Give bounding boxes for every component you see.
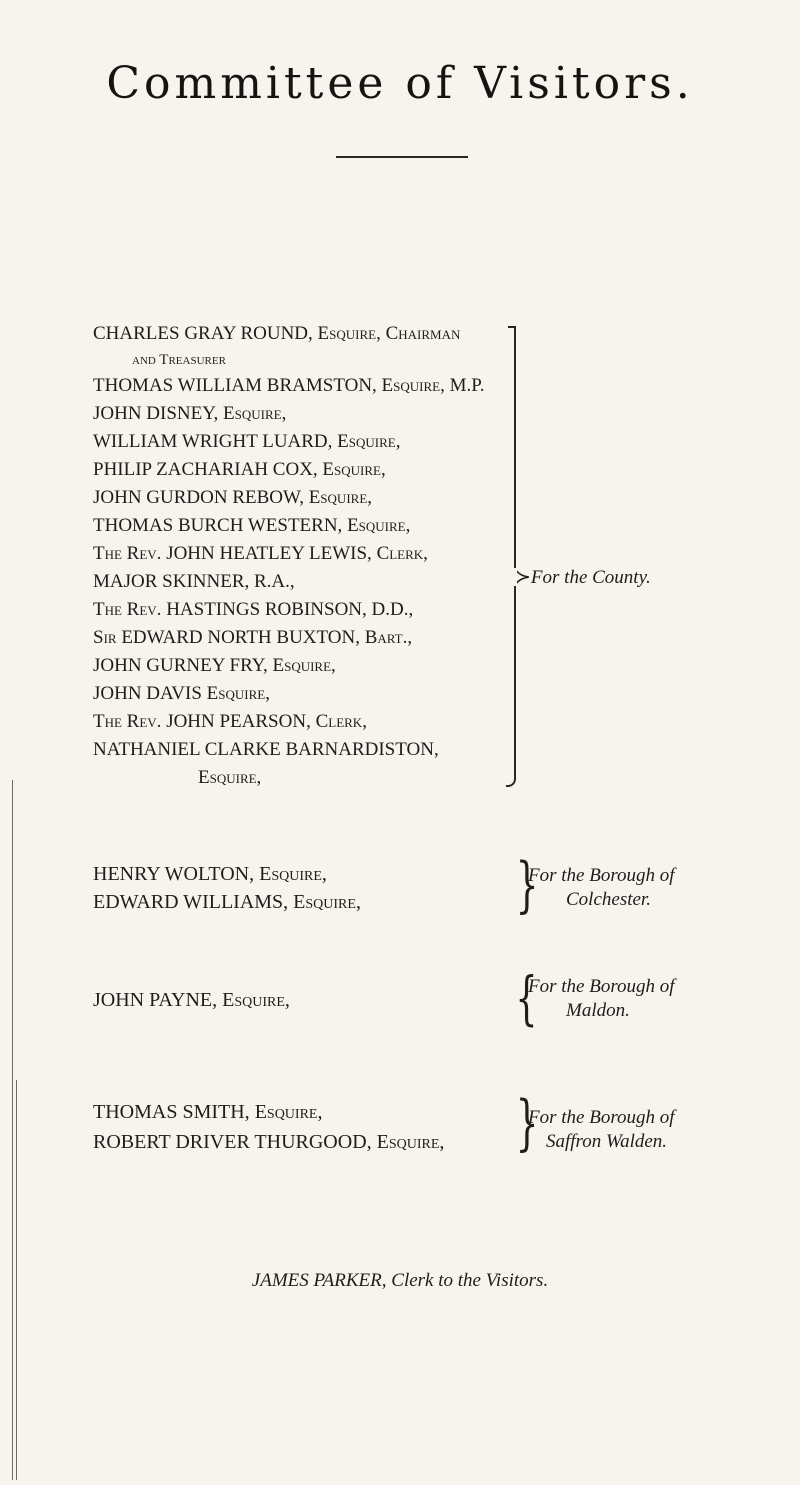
title-rule [336,156,468,158]
member-line: The Rev. JOHN PEARSON, Clerk, [93,711,367,732]
county-bracket-upper [508,326,516,568]
colchester-label-2: Colchester. [566,889,651,910]
member-line: NATHANIEL CLARKE BARNARDISTON, [93,739,439,760]
member-line: PHILIP ZACHARIAH COX, Esquire, [93,459,386,480]
member-line: THOMAS BURCH WESTERN, Esquire, [93,515,411,536]
colchester-brace: } [515,850,539,920]
maldon-brace: { [515,964,538,1032]
member-line: THOMAS SMITH, Esquire, [93,1101,323,1123]
clerk-line: JAMES PARKER, Clerk to the Visitors. [251,1270,549,1291]
colchester-label-1: For the Borough of [528,865,675,886]
county-label: ≻For the County. [515,567,651,588]
member-line: JOHN PAYNE, Esquire, [93,989,290,1011]
member-line: CHARLES GRAY ROUND, Esquire, Chairman [93,323,461,344]
saffron-brace: } [515,1088,539,1158]
saffron-label-1: For the Borough of [528,1107,675,1128]
margin-line [12,780,13,1480]
member-line: Esquire, [198,767,262,788]
member-line: ROBERT DRIVER THURGOOD, Esquire, [93,1131,445,1153]
county-bracket-lower [508,586,516,776]
member-line: The Rev. HASTINGS ROBINSON, D.D., [93,599,414,620]
member-line: THOMAS WILLIAM BRAMSTON, Esquire, M.P. [93,375,485,396]
member-line: WILLIAM WRIGHT LUARD, Esquire, [93,431,401,452]
county-bracket-foot [506,771,516,787]
maldon-label-1: For the Borough of [528,976,675,997]
member-line: The Rev. JOHN HEATLEY LEWIS, Clerk, [93,543,428,564]
member-line: JOHN DAVIS Esquire, [93,683,270,704]
member-line: MAJOR SKINNER, R.A., [93,571,295,592]
member-line: Sir EDWARD NORTH BUXTON, Bart., [93,627,413,648]
member-line: JOHN GURDON REBOW, Esquire, [93,487,373,508]
page-title: Committee of Visitors. [106,58,694,109]
saffron-label-2: Saffron Walden. [546,1131,668,1152]
member-line: JOHN GURNEY FRY, Esquire, [93,655,336,676]
member-line: EDWARD WILLIAMS, Esquire, [93,891,361,913]
member-line: HENRY WOLTON, Esquire, [93,863,327,885]
maldon-label-2: Maldon. [566,1000,630,1021]
member-line: and Treasurer [132,352,226,368]
member-line: JOHN DISNEY, Esquire, [93,403,287,424]
